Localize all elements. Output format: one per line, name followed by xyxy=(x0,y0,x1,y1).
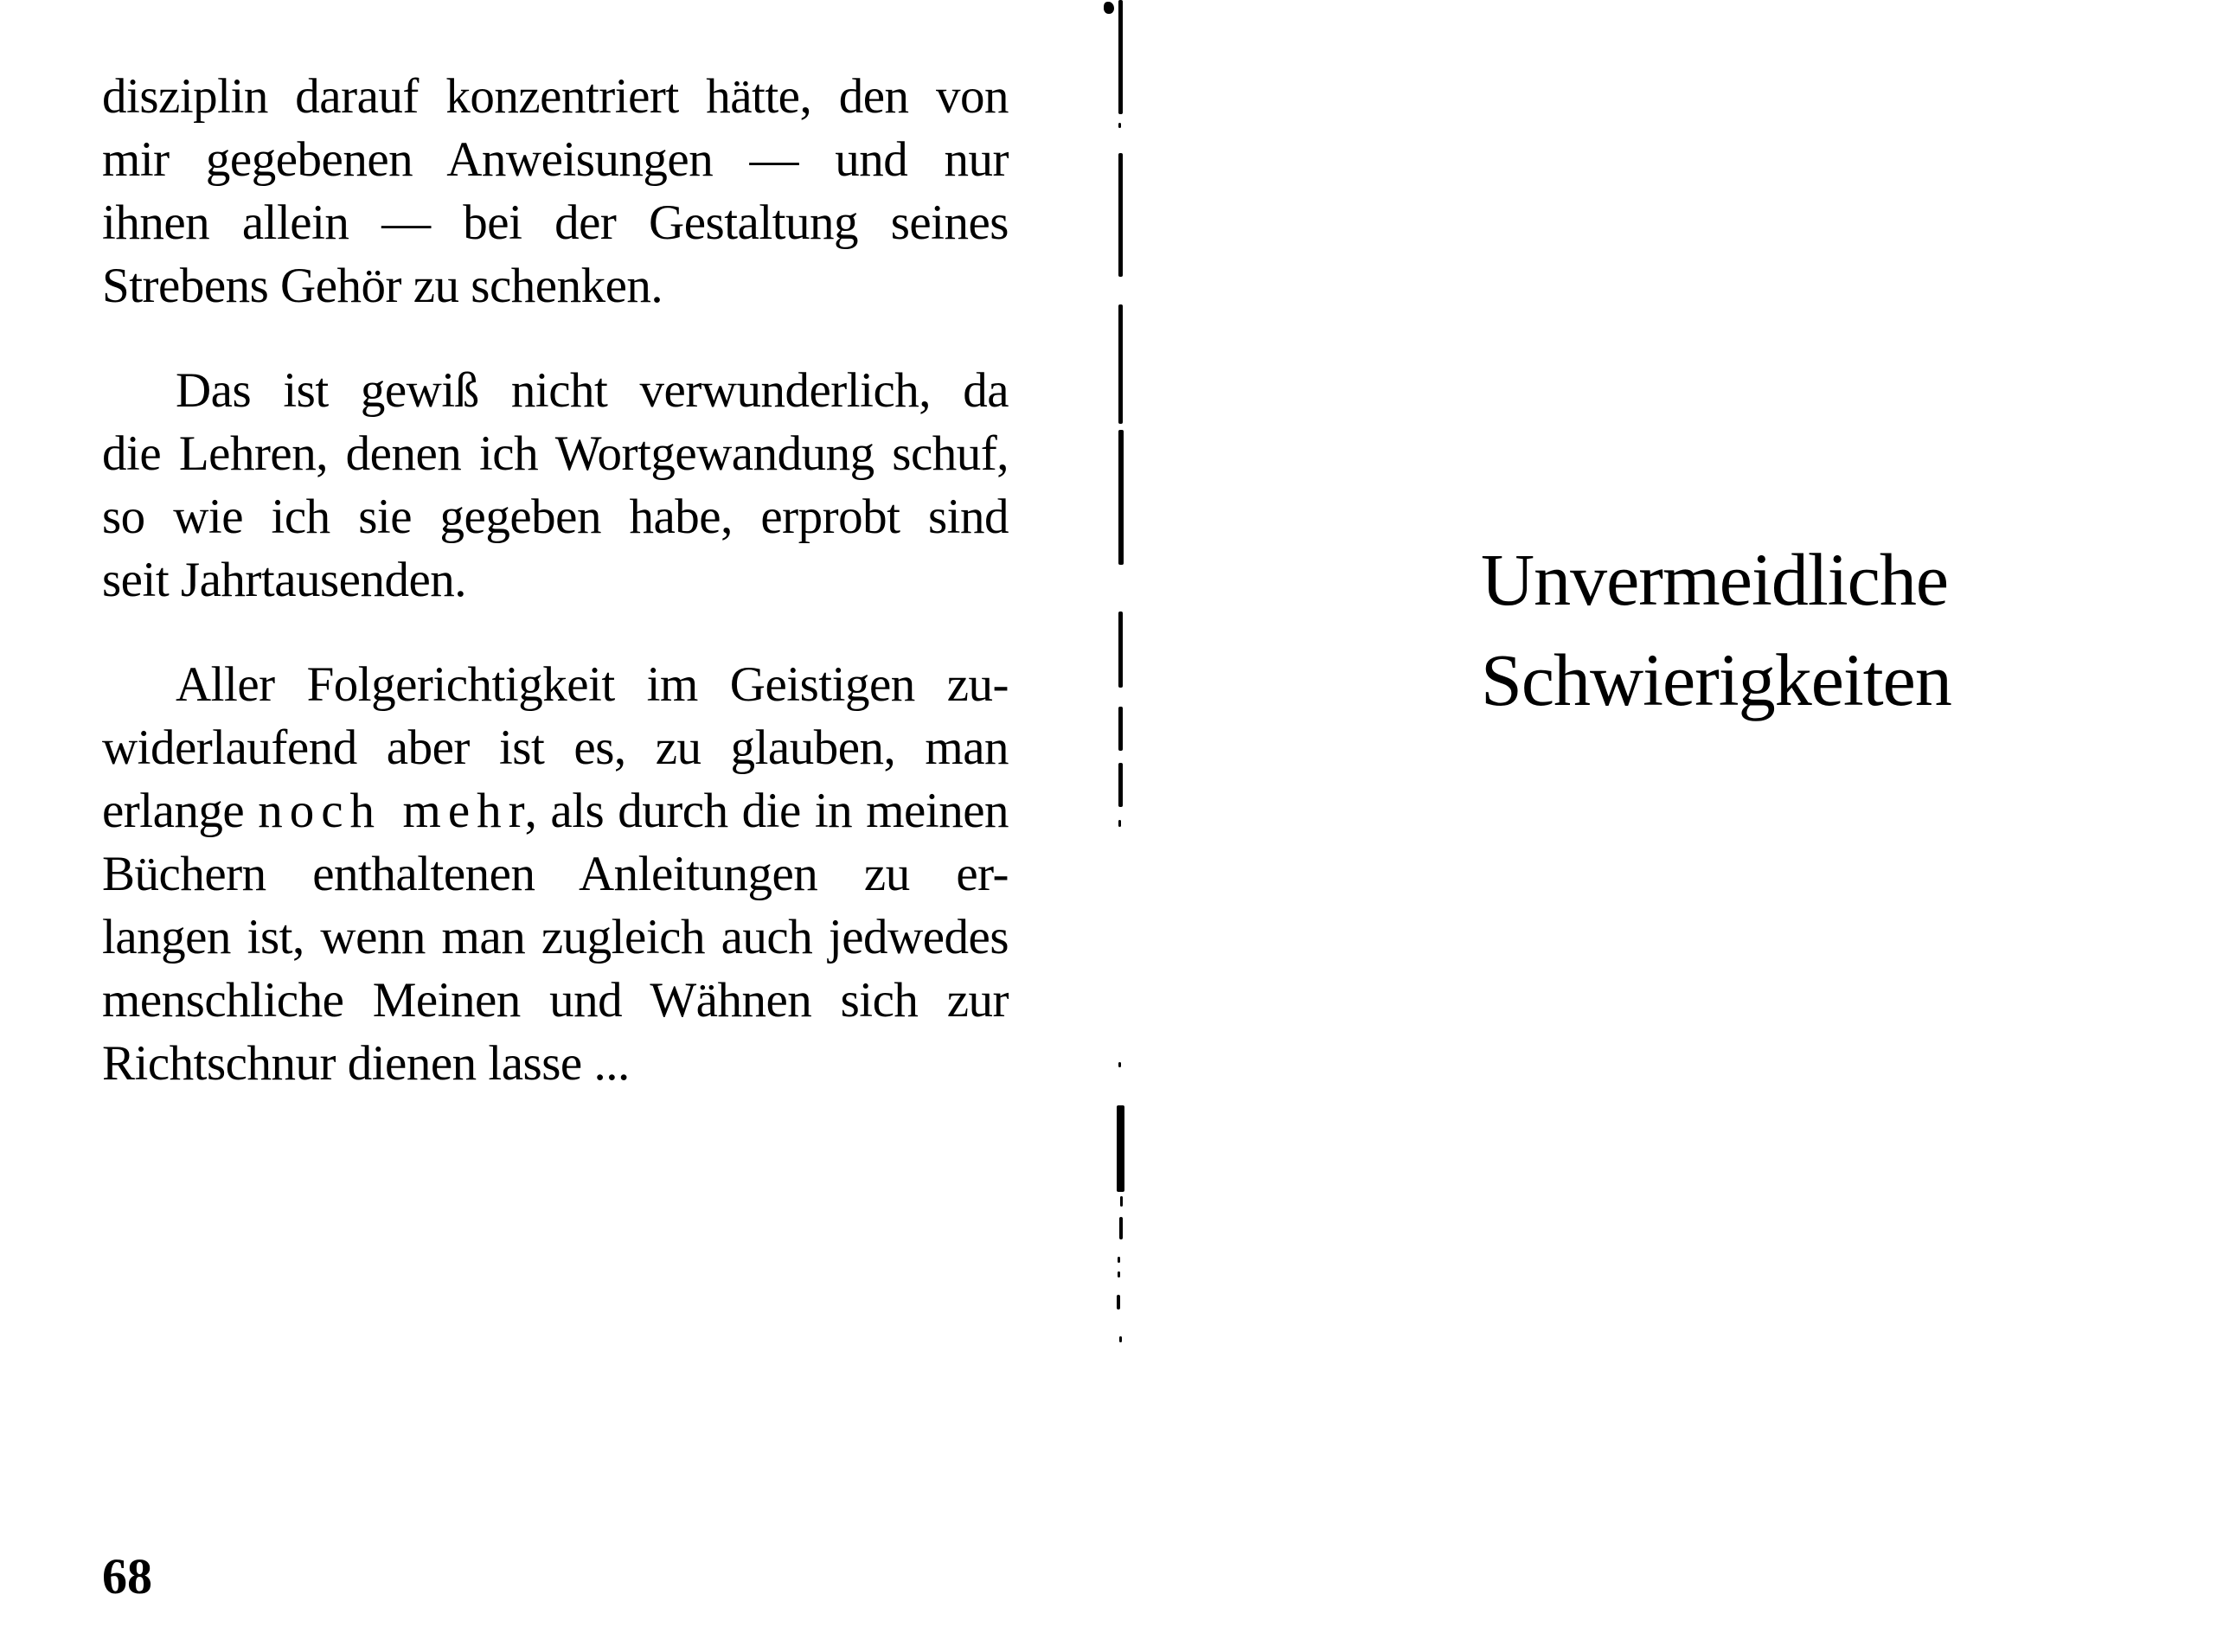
text-line: so wie ich sie gegeben habe, erprobt sind xyxy=(102,490,1009,544)
crease-segment xyxy=(1119,1217,1123,1239)
crease-segment xyxy=(1117,1295,1120,1309)
left-page-text-column xyxy=(102,65,1009,1137)
text-line: mir gegebenen Anweisungen — und nur xyxy=(102,132,1009,187)
crease-segment xyxy=(1118,0,1123,114)
text-line: seit Jahrtausenden. xyxy=(102,553,467,607)
chapter-title xyxy=(1481,529,1951,730)
text-line: Das ist gewiß nicht verwunderlich, da xyxy=(176,363,1009,418)
crease-segment xyxy=(1118,707,1123,751)
crease-segment xyxy=(1118,153,1123,277)
text-line: menschliche Meinen und Wähnen sich zur xyxy=(102,973,1009,1028)
crease-segment xyxy=(1118,1271,1120,1277)
page-number: 68 xyxy=(102,1548,152,1604)
crease-segment xyxy=(1120,1196,1123,1207)
crease-segment xyxy=(1117,1105,1124,1192)
text-line: die Lehren, denen ich Wortgewandung schuf, xyxy=(102,426,1009,481)
crease-segment xyxy=(1118,1062,1121,1067)
crease-segment xyxy=(1118,820,1121,827)
text-line: Büchern enthaltenen Anleitungen zu er- xyxy=(102,847,1009,901)
crease-segment xyxy=(1118,123,1121,128)
scan-speck xyxy=(1104,2,1114,14)
text-line: erlange noch mehr, als durch die in meinen xyxy=(102,784,1009,838)
paragraph xyxy=(102,65,1009,317)
crease-segment xyxy=(1118,430,1124,565)
chapter-title-line: Unvermeidliche xyxy=(1481,538,1949,621)
chapter-title-line: Schwierigkeiten xyxy=(1481,638,1951,721)
crease-segment xyxy=(1118,763,1123,807)
crease-segment xyxy=(1118,611,1123,688)
text-line: Aller Folgerichtigkeit im Geistigen zu- xyxy=(176,657,1009,712)
crease-segment xyxy=(1119,1336,1122,1342)
text-line: widerlaufend aber ist es, zu glauben, man xyxy=(102,720,1009,775)
text-line: langen ist, wenn man zugleich auch jedwedes xyxy=(102,910,1009,964)
text-line: Richtschnur dienen lasse ... xyxy=(102,1036,630,1091)
text-line: disziplin darauf konzentriert hätte, den von xyxy=(102,69,1009,124)
text-line: Strebens Gehör zu schenken. xyxy=(102,259,663,313)
crease-segment xyxy=(1118,1257,1120,1263)
paragraph xyxy=(102,653,1009,1095)
crease-segment xyxy=(1118,304,1123,424)
text-line: ihnen allein — bei der Gestaltung seines xyxy=(102,195,1009,250)
paragraph xyxy=(102,359,1009,611)
